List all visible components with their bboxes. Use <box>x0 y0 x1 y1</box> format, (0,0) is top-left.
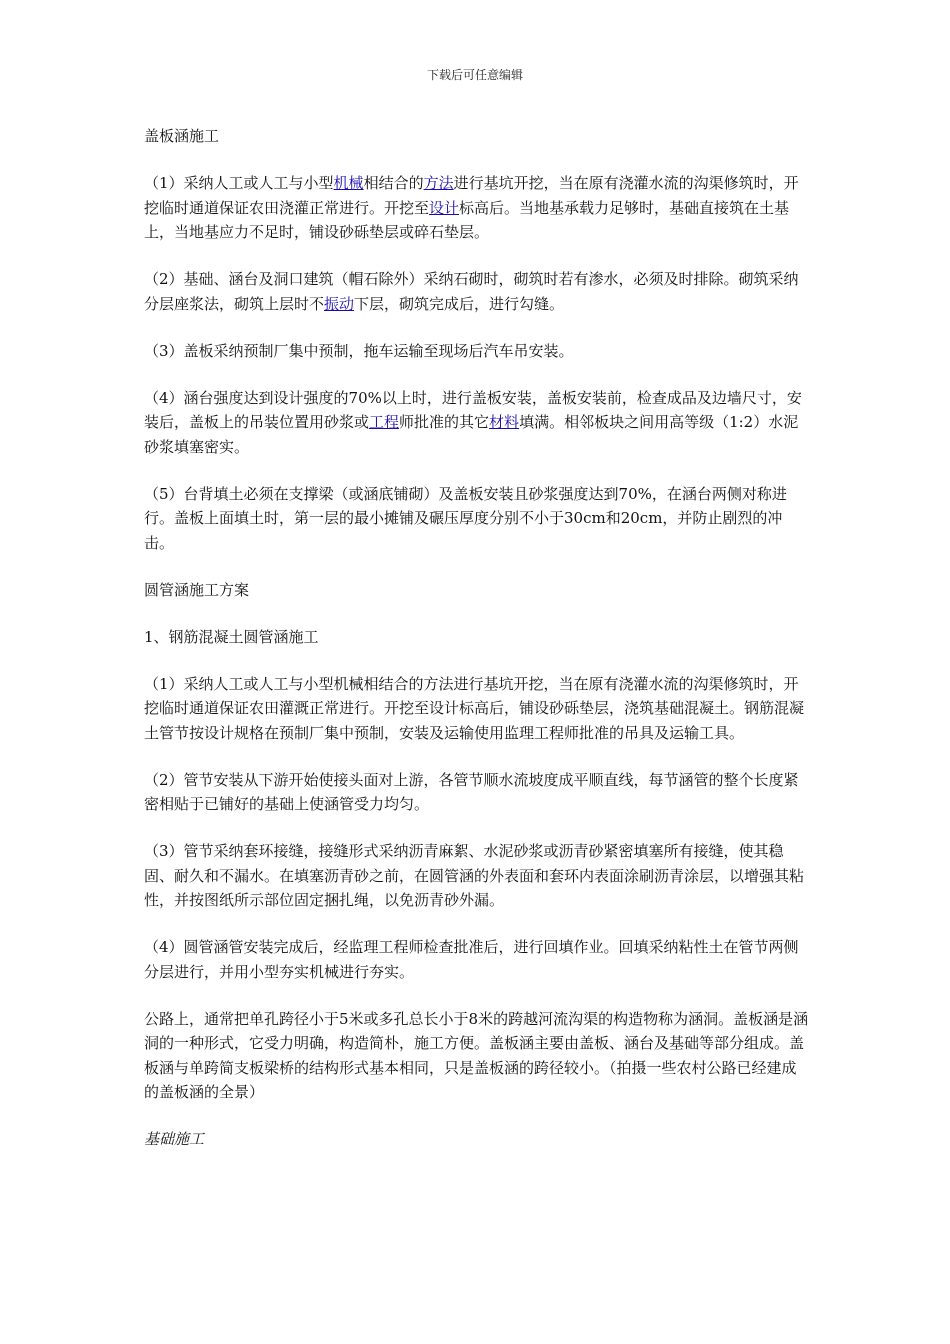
link-design[interactable]: 设计 <box>429 198 460 217</box>
section-title-pipe-culvert: 圆管涵施工方案 <box>144 580 250 599</box>
paragraph-4: （4）涵台强度达到设计强度的70%以上时，进行盖板安装，盖板安装前，检查成品及边墙尺寸，安装后，盖板上的吊装位置用砂浆或工程师批准的其它材料填满。相邻板块之间用高等级（1:2）水泥砂浆填塞密实。 <box>144 388 802 456</box>
link-engineering[interactable]: 工程 <box>369 413 400 431</box>
link-machinery[interactable]: 机械 <box>333 174 364 192</box>
pipe-paragraph-4: （4）圆管涵管安装完成后，经监理工程师检查批准后，进行回填作业。回填采纳粘性土在管节两侧分层进行，并用小型夯实机械进行夯实。 <box>144 938 799 981</box>
section-title-foundation: 基础施工 <box>144 1130 205 1148</box>
link-method[interactable]: 方法 <box>423 174 454 192</box>
paragraph-2: （2）基础、涵台及洞口建筑（帽石除外）采纳石砌时，砌筑时若有渗水，必须及时排除。砌筑采纳分层座浆法，砌筑上层时不振动下层，砌筑完成后，进行勾缝。 <box>144 270 799 313</box>
section-title-cover-culvert: 盖板涵施工 <box>144 127 220 145</box>
document-body <box>144 124 810 1174</box>
link-vibration[interactable]: 振动 <box>324 294 355 313</box>
pipe-paragraph-1: （1）采纳人工或人工与小型机械相结合的方法进行基坑开挖，当在原有浇灌水流的沟渠修筑时，开挖临时通道保证农田灌溉正常进行。开挖至设计标高后，铺设砂砾垫层，浇筑基础混凝土。钢筋混凝土管节按设计规格在预制厂集中预制，安装及运输使用监理工程师批准的吊具及运输工具。 <box>144 674 805 742</box>
page-header: 下载后可任意编辑 <box>426 68 523 82</box>
subsection-title: 1、钢筋混凝土圆管涵施工 <box>144 627 319 646</box>
intro-paragraph: 公路上，通常把单孔跨径小于5米或多孔总长小于8米的跨越河流沟渠的构造物称为涵洞。盖板涵是涵洞的一种形式，它受力明确，构造简朴，施工方便。盖板涵主要由盖板、涵台及基础等部分组成。盖板涵与单跨简支板梁桥的结构形式基本相同，只是盖板涵的跨径较小。（拍摄一些农村公路已经建成的盖板涵的全景） <box>144 1009 809 1101</box>
paragraph-3: （3）盖板采纳预制厂集中预制，拖车运输至现场后汽车吊安装。 <box>144 341 574 360</box>
paragraph-5: （5）台背填土必须在支撑梁（或涵底铺砌）及盖板安装且砂浆强度达到70%，在涵台两侧对称进行。盖板上面填土时，第一层的最小摊铺及碾压厚度分别不小于30cm和20cm，并防止剧烈的冲击。 <box>144 484 787 552</box>
pipe-paragraph-3: （3）管节采纳套环接缝，接缝形式采纳沥青麻絮、水泥砂浆或沥青砂紧密填塞所有接缝，使其稳固、耐久和不漏水。在填塞沥青砂之前，在圆管涵的外表面和套环内表面涂刷沥青涂层，以增强其粘性，并按图纸所示部位固定捆扎绳，以免沥青砂外漏。 <box>144 842 805 909</box>
paragraph-1: （1）采纳人工或人工与小型机械相结合的方法进行基坑开挖，当在原有浇灌水流的沟渠修筑时，开挖临时通道保证农田浇灌正常进行。开挖至设计标高后。当地基承载力足够时，基础直接筑在土基上，当地基应力不足时，铺设砂砾垫层或碎石垫层。 <box>144 174 799 241</box>
link-material[interactable]: 材料 <box>489 413 520 431</box>
pipe-paragraph-2: （2）管节安装从下游开始使接头面对上游，各管节顺水流坡度成平顺直线，每节涵管的整个长度紧密相贴于已铺好的基础上使涵管受力均匀。 <box>144 770 799 813</box>
